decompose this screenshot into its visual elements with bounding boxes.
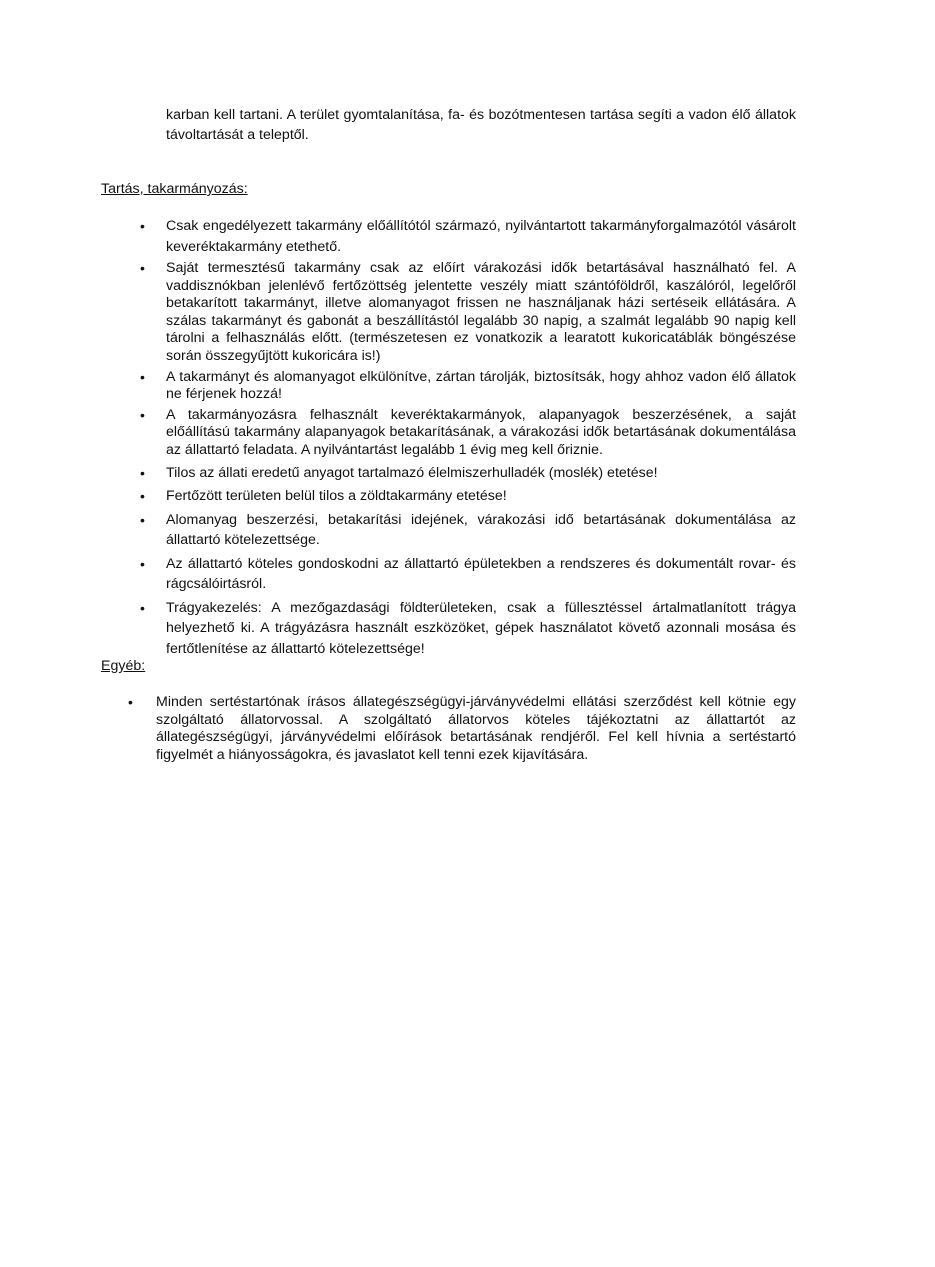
list-item	[140, 407, 796, 460]
bullet-icon: •	[140, 464, 145, 481]
bullet-icon: •	[140, 511, 145, 528]
list-item-text: Alomanyag beszerzési, betakarítási idejének, várakozási idő betartásának dokumentálása az állattartó kötelezettsége.	[166, 511, 796, 549]
list-item-text: A takarmányozásra felhasznált keveréktakarmányok, alapanyagok beszerzésének, a saját előállítású takarmány alapanyagok betakarításának, a várakozási idők betartásának dokumentálása az állattartó feladata. A nyilvántartást legalább 1 évig meg kell őriznie.	[166, 406, 796, 458]
bullet-icon: •	[140, 406, 145, 423]
list-item	[140, 486, 796, 507]
list-item-text: Tilos az állati eredetű anyagot tartalmazó élelmiszerhulladék (moslék) etetése!	[166, 464, 658, 481]
intro-paragraph: karban kell tartani. A terület gyomtalanítása, fa- és bozótmentesen tartása segíti a vadon élő állatok távoltartását a teleptől.	[166, 107, 796, 143]
bullet-icon: •	[140, 260, 145, 276]
list-item-text: Saját termesztésű takarmány csak az előírt várakozási idők betartásával használható fel. A vaddisznókban jelenlévő fertőzöttség jelentette veszély miatt szántóföldről, kaszálóról, legelőről betakarított takarmányt, illetve alomanyagot frissen ne használjanak házi sertéseik ellátására. A szálas takarmányt és gabonát a beszállítástól legalább 30 napig, a szalmát legalább 90 napig kell tárolni a felhasználás előtt. (természetesen ez vonatkozik a learatott kukoricatáblák böngészése során összegyűjtött kukoricára is!)	[166, 260, 796, 364]
list-item-text: A takarmányt és alomanyagot elkülönítve, zártan tárolják, biztosítsák, hogy ahhoz vadon élő állatok ne férjenek hozzá!	[166, 368, 796, 403]
bullet-icon: •	[140, 368, 145, 385]
list-item	[140, 554, 796, 595]
list-item-text: Fertőzött területen belül tilos a zöldtakarmány etetése!	[166, 488, 507, 505]
list-item-text: Minden sertéstartónak írásos állategészségügyi-járványvédelmi ellátási szerződést kell kötnie egy szolgáltató állatorvossal. A szolgáltató állatorvos köteles tájékoztatni az állattartót az állategészségügyi, járványvédelmi előírások betartásának rendjéről. Fel kell hívnia a sertéstartó figyelmét a hiányosságokra, és javaslatot kell tenni ezek kijavítására.	[156, 694, 796, 763]
list-item	[140, 510, 796, 551]
other-rules-list	[128, 694, 796, 764]
list-item	[140, 463, 796, 484]
list-item	[140, 598, 796, 660]
bullet-icon: •	[140, 555, 145, 572]
list-item	[140, 369, 796, 404]
list-item	[140, 260, 796, 366]
list-item-text: Trágyakezelés: A mezőgazdasági földterületeken, csak a füllesztéssel ártalmatlanított trágya helyezhető ki. A trágyázásra használt eszközöket, gépek használatot követő azonnali mosása és fertőtlenítése az állattartó kötelezettsége!	[166, 599, 796, 657]
list-item-text: Csak engedélyezett takarmány előállítótól származó, nyilvántartott takarmányforgalmazótól vásárolt keveréktakarmány etethető.	[166, 218, 796, 255]
bullet-icon: •	[140, 599, 145, 616]
section-heading-tartas: Tartás, takarmányozás:	[101, 181, 248, 197]
list-item-text: Az állattartó köteles gondoskodni az állattartó épületekben a rendszeres és dokumentált rovar- és rágcsálóirtásról.	[166, 555, 796, 593]
bullet-icon: •	[128, 694, 133, 710]
list-item	[140, 216, 796, 257]
bullet-icon: •	[140, 218, 145, 234]
bullet-icon: •	[140, 488, 145, 505]
feeding-rules-list	[140, 216, 796, 662]
list-item	[128, 694, 796, 764]
section-heading-egyeb: Egyéb:	[101, 658, 146, 674]
